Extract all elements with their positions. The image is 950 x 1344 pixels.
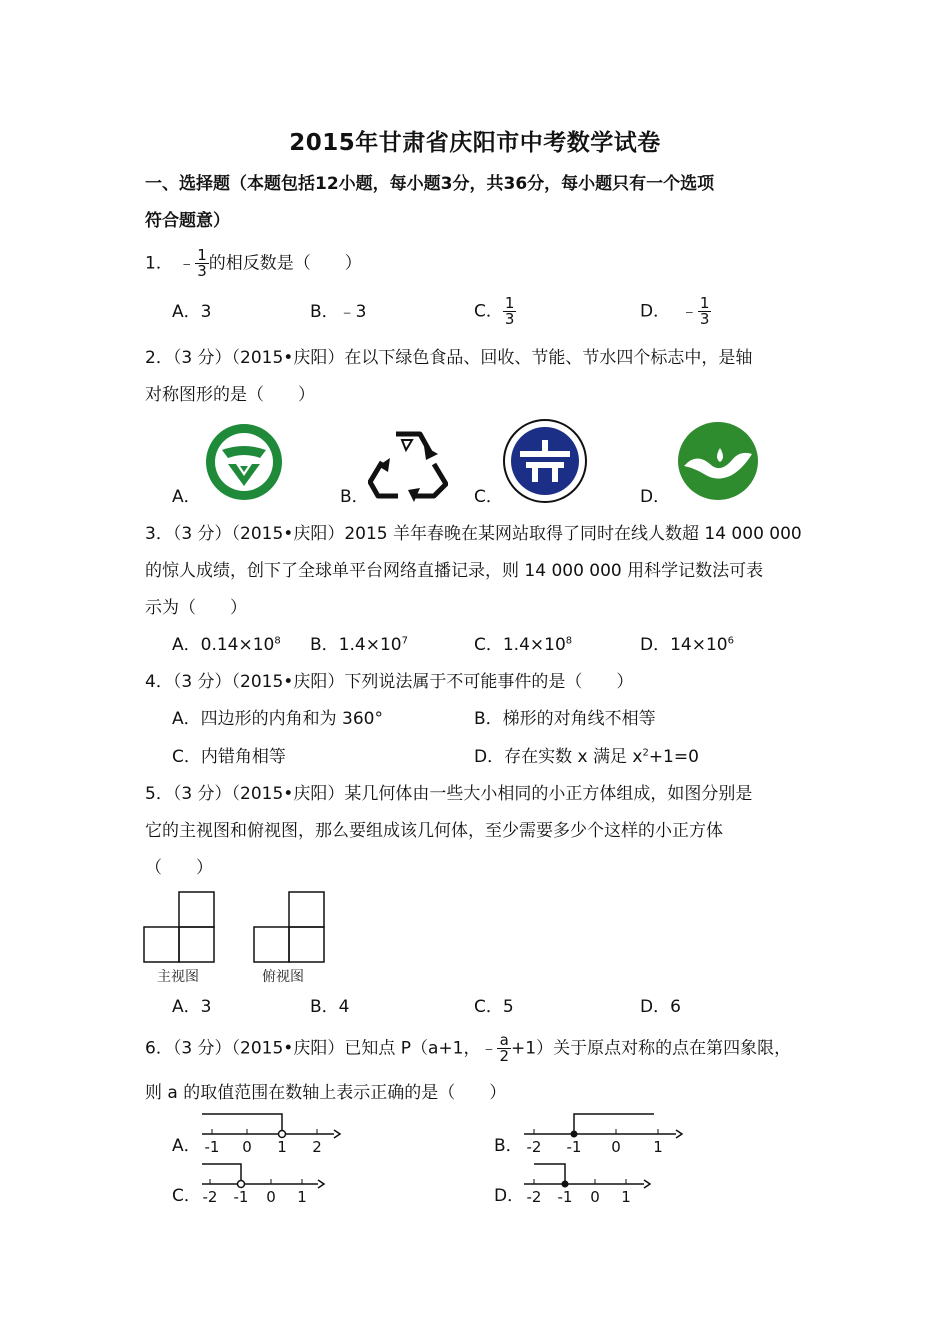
q3-option-b-exp: 7	[401, 635, 408, 647]
axis-c-tick-3: 0	[266, 1188, 276, 1206]
q5-option-b: B．4	[310, 997, 350, 1017]
q3-option-a-text: A．0.14×10	[172, 635, 275, 655]
page-title: 2015年甘肃省庆阳市中考数学试卷	[289, 130, 661, 156]
question-3-line3: 示为（ ）	[145, 598, 247, 618]
q1-frac-den: 3	[197, 262, 207, 280]
q6-frac-num: a	[497, 1033, 511, 1049]
q1-stem-text: 的相反数是（ ）	[208, 253, 362, 274]
axis-a-tick-3: 1	[277, 1138, 287, 1156]
q6-option-a-label: A．	[172, 1136, 201, 1156]
water-saving-logo-icon	[676, 420, 760, 502]
q3-option-d-exp: 6	[727, 635, 734, 647]
question-5-line2: 它的主视图和俯视图，那么要组成该几何体，至少需要多少个这样的小正方体	[145, 821, 723, 841]
axis-c-tick-4: 1	[297, 1188, 307, 1206]
question-6-line2: 则 a 的取值范围在数轴上表示正确的是（ ）	[145, 1083, 507, 1103]
q3-option-c	[474, 633, 572, 657]
recycle-logo-icon	[368, 424, 448, 502]
front-view-figure	[142, 890, 218, 964]
top-view-figure	[252, 890, 328, 964]
q1-option-a: A．3	[172, 302, 212, 322]
q2-option-c-label: C．	[474, 487, 503, 507]
question-3-line1: 3．（3 分）（2015•庆阳）2015 羊年春晚在某网站取得了同时在线人数超 14 000 000	[145, 524, 802, 544]
q6-option-b-label: B．	[494, 1136, 523, 1156]
q1-option-c-label: C．	[474, 301, 503, 322]
question-6-line1	[145, 1033, 791, 1064]
q1-c-num: 1	[504, 294, 515, 312]
q6-option-c-label: C．	[172, 1186, 201, 1206]
question-5-line3: （ ）	[145, 858, 213, 878]
q6-option-d-label: D．	[494, 1186, 525, 1206]
axis-d-tick-4: 1	[621, 1188, 631, 1206]
question-3-line2: 的惊人成绩，创下了全球单平台网络直播记录，则 14 000 000 用科学记数法可表	[145, 561, 764, 581]
section-heading-line1: 一、选择题（本题包括12小题，每小题3分，共36分，每小题只有一个选项	[145, 174, 715, 194]
axis-d-tick-3: 0	[590, 1188, 600, 1206]
q1-option-c	[474, 296, 516, 327]
q6-frac-den: 2	[499, 1047, 510, 1065]
number-line-b	[520, 1108, 684, 1156]
axis-b-tick-1: -2	[526, 1138, 542, 1156]
q3-option-a	[172, 633, 281, 657]
front-view-caption: 主视图	[157, 969, 199, 985]
q1-option-d-label: D．	[640, 301, 671, 322]
q3-option-c-exp: 8	[565, 635, 573, 647]
q3-option-d-text: D．14×10	[640, 635, 728, 655]
section-heading-line2: 符合题意）	[145, 211, 230, 231]
axis-b-tick-4: 1	[653, 1138, 663, 1156]
question-2-line2: 对称图形的是（ ）	[145, 385, 315, 405]
q2-option-a-label: A．	[172, 487, 201, 507]
q4-option-d	[474, 745, 699, 769]
q5-option-a: A．3	[172, 997, 212, 1017]
question-2-line1: 2．（3 分）（2015•庆阳）在以下绿色食品、回收、节能、节水四个标志中，是轴	[145, 348, 753, 368]
q1-frac-num: 1	[197, 246, 207, 264]
q3-option-b	[310, 633, 408, 657]
axis-b-tick-3: 0	[611, 1138, 621, 1156]
q1-c-den: 3	[504, 310, 515, 328]
q1-option-d	[640, 296, 711, 327]
q1-option-c-fraction	[503, 296, 517, 327]
q1-d-den: 3	[699, 310, 710, 328]
q4-option-d-tail: +1=0	[648, 747, 699, 767]
q5-option-d: D．6	[640, 997, 681, 1017]
q3-option-b-text: B．1.4×10	[310, 635, 402, 655]
q4-option-b: B．梯形的对角线不相等	[474, 709, 656, 729]
q1-d-num: 1	[699, 294, 710, 312]
axis-a-tick-1: -1	[204, 1138, 220, 1156]
axis-d-tick-2: -1	[557, 1188, 573, 1206]
q3-option-a-exp: 8	[274, 635, 281, 647]
q1-minus: ﹣	[178, 253, 196, 274]
question-1-stem	[145, 248, 362, 279]
q6-line1-pre: 6．（3 分）（2015•庆阳）已知点 P（a+1，﹣	[145, 1038, 498, 1059]
question-5-line1: 5．（3 分）（2015•庆阳）某几何体由一些大小相同的小正方体组成，如图分别是	[145, 784, 753, 804]
q1-number: 1．	[145, 253, 173, 274]
q4-option-a: A．四边形的内角和为 360°	[172, 709, 383, 729]
axis-c-tick-2: -1	[233, 1188, 249, 1206]
green-food-logo-icon	[202, 422, 286, 502]
axis-c-tick-1: -2	[202, 1188, 218, 1206]
q6-fraction	[497, 1033, 511, 1064]
axis-b-tick-2: -1	[566, 1138, 582, 1156]
question-4-line1: 4．（3 分）（2015•庆阳）下列说法属于不可能事件的是（ ）	[145, 672, 634, 692]
q4-option-d-exp: 2	[642, 747, 649, 759]
q4-option-c: C．内错角相等	[172, 747, 286, 767]
q1-option-b: B．﹣3	[310, 302, 367, 322]
number-line-d	[520, 1158, 652, 1206]
q5-option-c: C．5	[474, 997, 514, 1017]
q4-option-d-text: D．存在实数 x 满足 x	[474, 747, 643, 767]
q3-option-d	[640, 633, 734, 657]
q6-line1-post: +1）关于原点对称的点在第四象限，	[511, 1038, 792, 1059]
axis-a-tick-4: 2	[312, 1138, 322, 1156]
axis-d-tick-1: -2	[526, 1188, 542, 1206]
q1-option-d-fraction	[698, 296, 712, 327]
axis-a-tick-2: 0	[242, 1138, 252, 1156]
q2-option-b-label: B．	[340, 487, 369, 507]
q1-fraction	[195, 248, 209, 279]
number-line-c	[198, 1158, 326, 1206]
number-line-a	[198, 1108, 342, 1156]
top-view-caption: 俯视图	[262, 969, 304, 985]
q2-option-d-label: D．	[640, 487, 671, 507]
energy-saving-logo-icon	[502, 418, 588, 504]
q3-option-c-text: C．1.4×10	[474, 635, 566, 655]
q1-option-d-minus: ﹣	[680, 301, 698, 322]
